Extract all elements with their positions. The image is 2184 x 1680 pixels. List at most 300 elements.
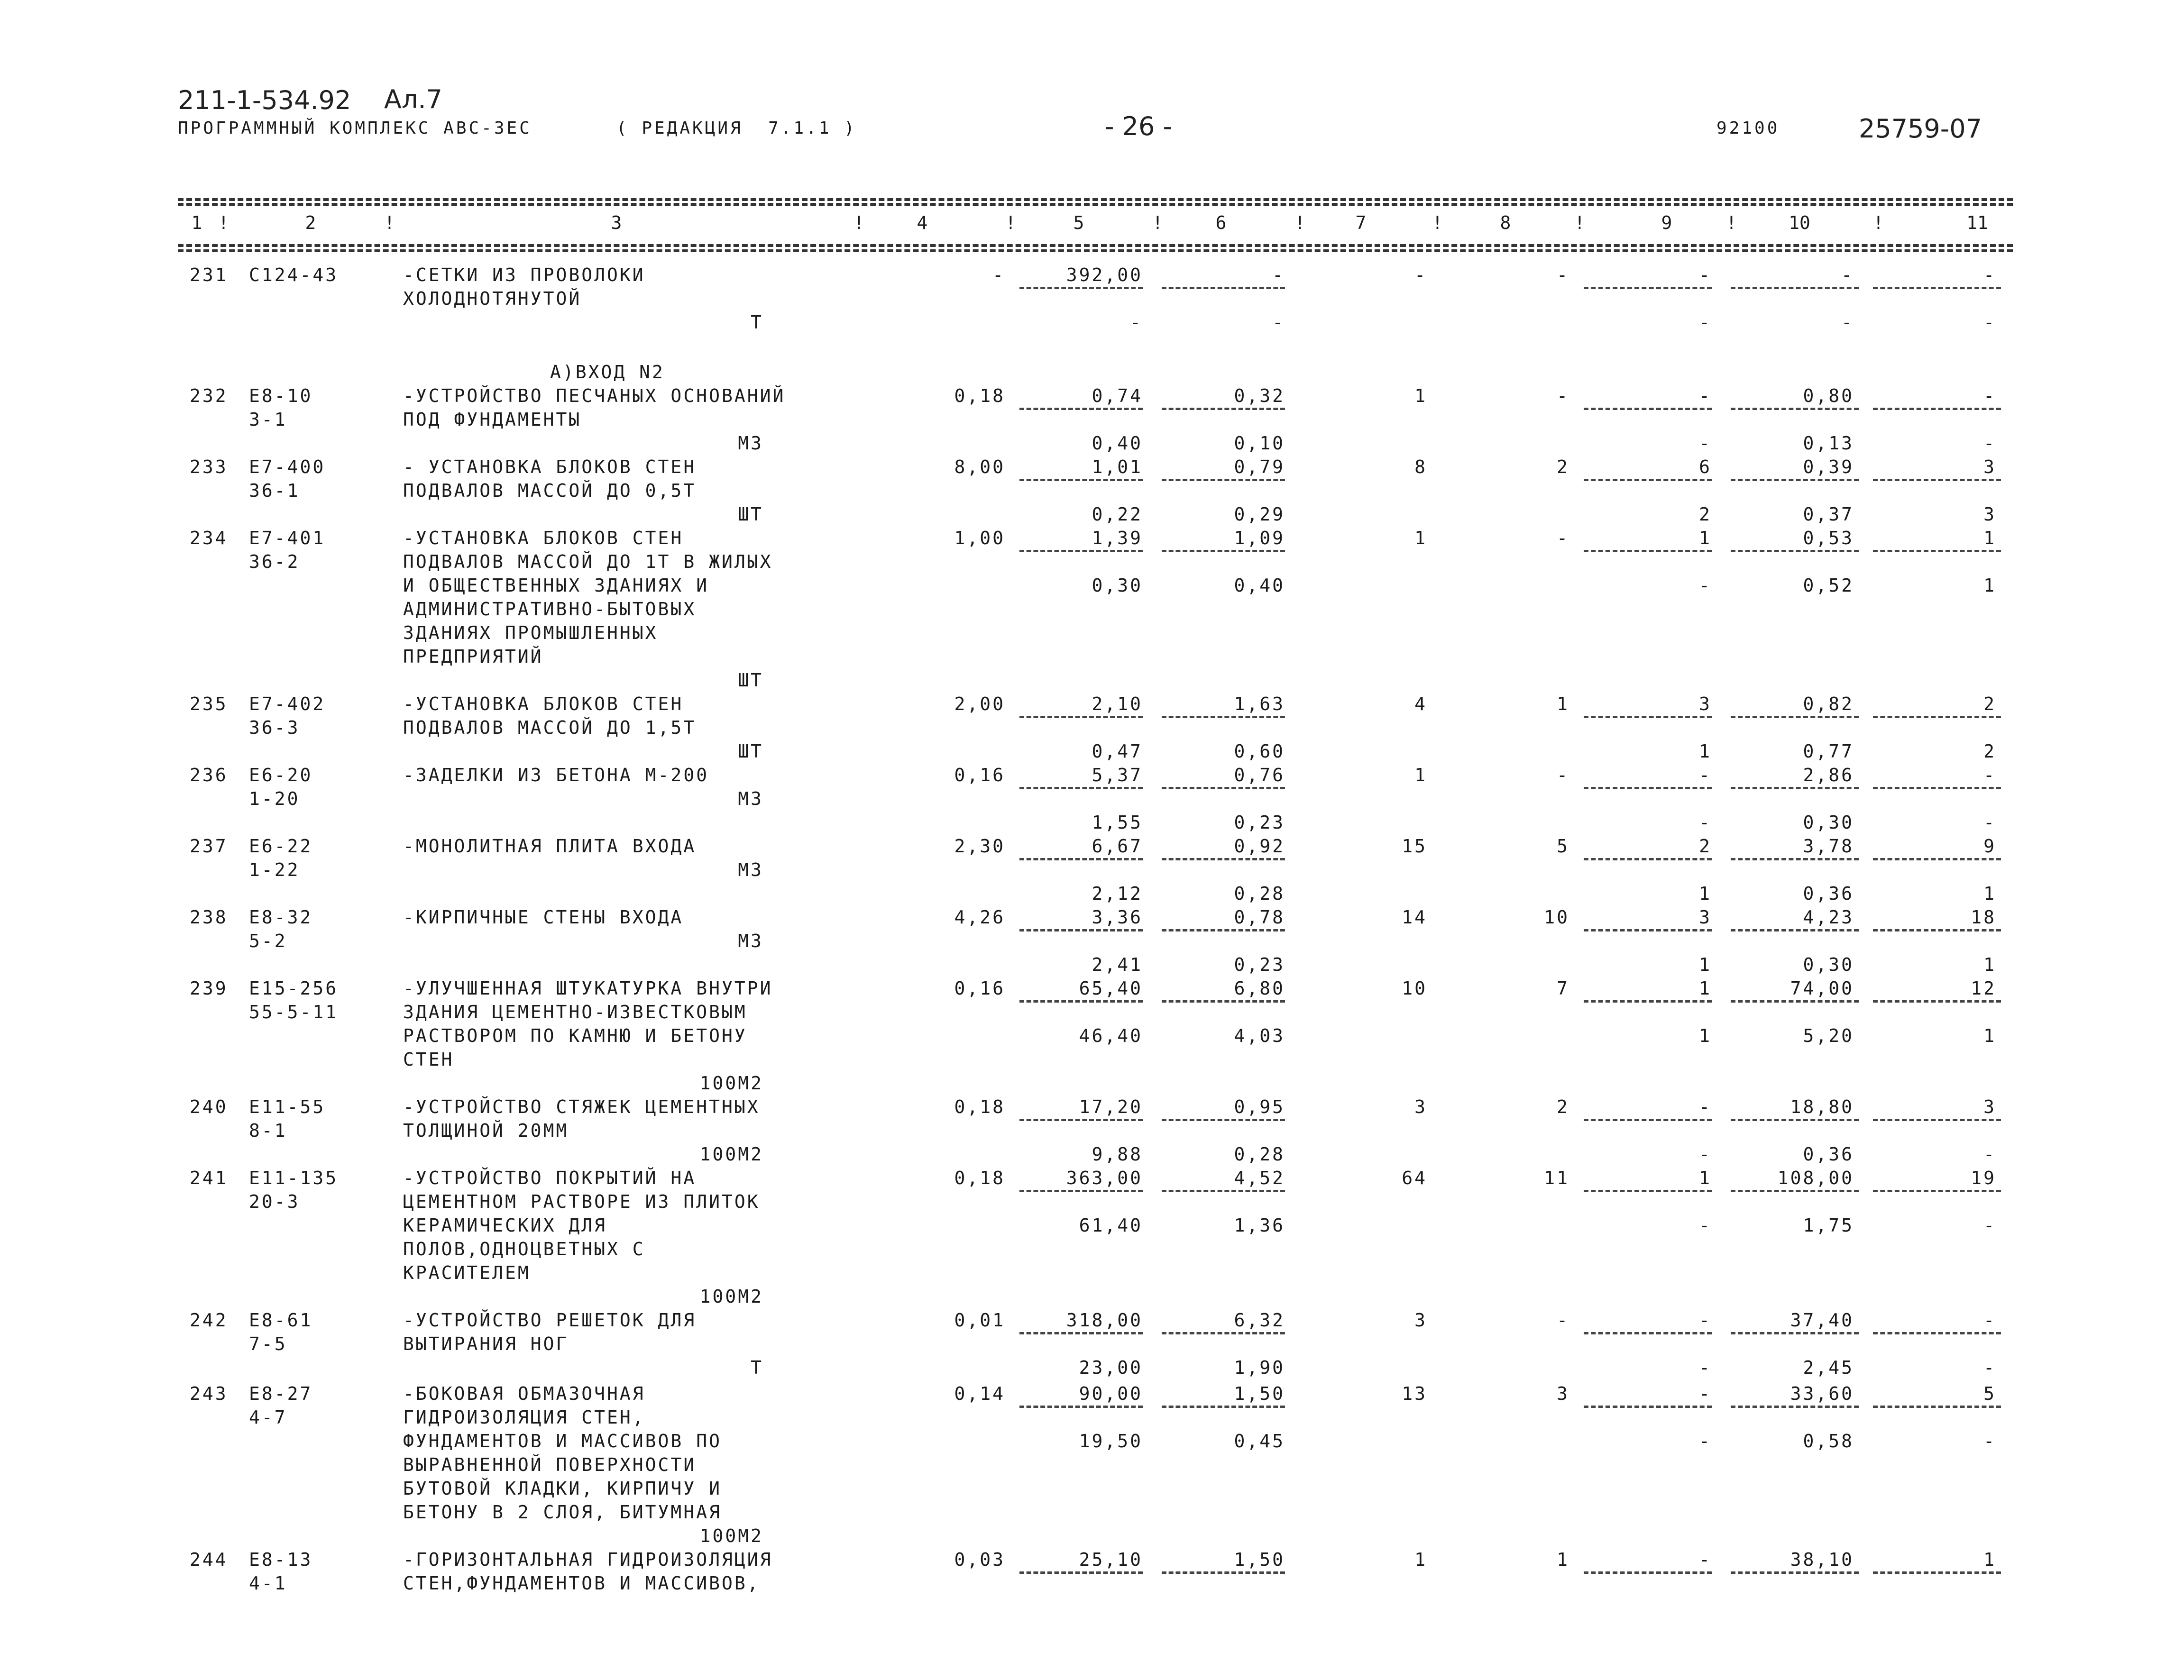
wage-total: 61,40 [1079,1215,1143,1236]
program-title: ПРОГРАММНЫЙ КОМПЛЕКС АВС-3ЕС [178,119,532,138]
subtotal-underline [1873,408,2001,410]
column-header-7: 7 [1355,212,1367,233]
value-col9-second: 2 [1699,504,1712,525]
value-col8: 11 [1544,1168,1569,1188]
work-description: БУТОВОЙ КЛАДКИ, КИРПИЧУ И [403,1478,722,1499]
subtotal-underline [1019,929,1143,931]
subtotal-underline [1584,1571,1712,1574]
wage-total: 0,22 [1092,504,1143,525]
doc-code: 211-1-534.92 [178,85,351,115]
subtotal-underline [1731,787,1859,789]
price-code: Е7-401 [249,528,326,548]
value-col11-second: 1 [1983,883,1996,904]
work-description: -СЕТКИ ИЗ ПРОВОЛОКИ [403,265,645,285]
row-number: 238 [190,907,228,928]
cost-total: 65,40 [1079,978,1143,999]
cost-total: 25,10 [1079,1549,1143,1570]
value-col9: - [1699,1310,1712,1331]
subtotal-underline [1584,550,1712,552]
wage-machines: 0,10 [1234,433,1285,454]
value-col9-second: - [1699,575,1712,596]
wage-machines: 0,45 [1234,1431,1285,1452]
wage-total: 9,88 [1092,1144,1143,1165]
work-description: ГИДРОИЗОЛЯЦИЯ СТЕН, [403,1407,645,1428]
wage-total: 1,55 [1092,812,1143,833]
subtotal-underline [1584,1406,1712,1408]
unit-of-measure: ШТ [738,670,763,691]
subtotal-underline [1162,787,1285,789]
price-code: Е11-135 [249,1168,339,1188]
value-col10-second: 0,13 [1803,433,1854,454]
value-col11-second: 1 [1983,575,1996,596]
value-col9: 1 [1699,978,1712,999]
subtotal-underline [1873,1571,2001,1574]
value-col9: 6 [1699,457,1712,477]
subtotal-underline [1731,858,1859,860]
work-description: ВЫРАВНЕННОЙ ПОВЕРХНОСТИ [403,1454,697,1475]
row-number: 236 [190,765,228,785]
value-col9-second: - [1699,812,1712,833]
work-description: СТЕН,ФУНДАМЕНТОВ И МАССИВОВ, [403,1573,760,1594]
price-code: Е11-55 [249,1096,326,1117]
subtotal-underline [1873,550,2001,552]
unit-of-measure: ШТ [738,741,763,762]
value-col7: 13 [1402,1383,1427,1404]
unit-of-measure: 100М2 [699,1286,763,1307]
top-rule-2 [178,203,2013,206]
cost-machines: 1,50 [1234,1549,1285,1570]
subtotal-underline [1584,929,1712,931]
row-number: 242 [190,1310,228,1331]
cost-machines: 0,79 [1234,457,1285,477]
value-col7: 4 [1414,694,1427,714]
work-description: СТЕН [403,1049,454,1070]
price-code: 5-2 [249,931,287,951]
subtotal-underline [1873,858,2001,860]
subtotal-underline [1873,1119,2001,1121]
value-col11-second: 3 [1983,504,1996,525]
top-rule [178,198,2013,201]
price-code: 36-3 [249,717,300,738]
column-header-4: 4 [917,212,928,233]
column-separator: ! [1726,212,1737,233]
column-separator: ! [218,212,229,233]
work-description: ФУНДАМЕНТОВ И МАССИВОВ ПО [403,1431,722,1452]
subtotal-underline [1584,287,1712,289]
subtotal-underline [1731,1332,1859,1334]
value-col10: - [1841,265,1854,285]
work-description: -УСТРОЙСТВО РЕШЕТОК ДЛЯ [403,1310,697,1331]
unit-of-measure: М3 [738,859,763,880]
column-separator: ! [1294,212,1305,233]
edition-label: ( РЕДАКЦИЯ 7.1.1 ) [616,119,857,138]
value-col11-second: 2 [1983,741,1996,762]
cost-total: 1,39 [1092,528,1143,548]
subtotal-underline [1019,1332,1143,1334]
subtotal-underline [1584,787,1712,789]
subtotal-underline [1731,1000,1859,1003]
value-col11: 18 [1971,907,1996,928]
price-code: Е8-13 [249,1549,313,1570]
unit-of-measure: ШТ [738,504,763,525]
value-col8: 10 [1544,907,1569,928]
subtotal-underline [1162,716,1285,718]
wage-machines: 1,36 [1234,1215,1285,1236]
subtotal-underline [1731,287,1859,289]
value-col9: - [1699,1549,1712,1570]
wage-total: 2,41 [1092,954,1143,975]
wage-machines: 0,28 [1234,883,1285,904]
price-code: 36-1 [249,480,300,501]
row-number: 241 [190,1168,228,1188]
work-description: - УСТАНОВКА БЛОКОВ СТЕН [403,457,697,477]
value-col11: 5 [1983,1383,1996,1404]
price-code: 1-22 [249,859,300,880]
cost-machines: 0,76 [1234,765,1285,785]
value-col11-second: - [1983,1144,1996,1165]
unit-of-measure: 100М2 [699,1144,763,1165]
price-code: Е6-20 [249,765,313,785]
quantity: 0,03 [954,1549,1005,1570]
price-code: 3-1 [249,409,287,430]
value-col7: 14 [1402,907,1427,928]
value-col8: - [1557,385,1569,406]
subtotal-underline [1873,716,2001,718]
value-col10: 18,80 [1790,1096,1854,1117]
subtotal-underline [1162,287,1285,289]
value-col7: 1 [1414,528,1427,548]
cost-machines: 0,95 [1234,1096,1285,1117]
row-number: 244 [190,1549,228,1570]
subtotal-underline [1162,479,1285,481]
subtotal-underline [1162,1406,1285,1408]
value-col8: - [1557,265,1569,285]
value-col11: - [1983,385,1996,406]
work-description: ХОЛОДНОТЯНУТОЙ [403,288,582,309]
value-col10: 0,53 [1803,528,1854,548]
value-col10: 108,00 [1777,1168,1854,1188]
value-col7: - [1414,265,1427,285]
cost-total: 3,36 [1092,907,1143,928]
price-code: Е7-402 [249,694,326,714]
value-col8: - [1557,1310,1569,1331]
column-header-10: 10 [1789,212,1810,233]
cost-total: 5,37 [1092,765,1143,785]
price-code: 7-5 [249,1333,287,1354]
unit-of-measure: Т [751,312,763,333]
value-col9-second: - [1699,1144,1712,1165]
price-code: С124-43 [249,265,339,285]
price-code: 8-1 [249,1120,287,1141]
work-description: -УСТРОЙСТВО СТЯЖЕК ЦЕМЕНТНЫХ [403,1096,760,1117]
subtotal-underline [1019,479,1143,481]
quantity: 1,00 [954,528,1005,548]
value-col9-second: - [1699,1431,1712,1452]
wage-total: 2,12 [1092,883,1143,904]
subtotal-underline [1019,858,1143,860]
section-title: А)ВХОД N2 [550,362,665,383]
row-number: 243 [190,1383,228,1404]
value-col7: 1 [1414,1549,1427,1570]
work-description: -ГОРИЗОНТАЛЬНАЯ ГИДРОИЗОЛЯЦИЯ [403,1549,773,1570]
cost-machines: 6,32 [1234,1310,1285,1331]
quantity: 2,30 [954,836,1005,857]
cost-total: 363,00 [1066,1168,1143,1188]
value-col10-second: - [1841,312,1854,333]
value-col10: 4,23 [1803,907,1854,928]
cost-machines: 6,80 [1234,978,1285,999]
column-header-1: 1 [191,212,202,233]
subtotal-underline [1584,1190,1712,1192]
wage-total: 23,00 [1079,1357,1143,1378]
value-col11: 3 [1983,457,1996,477]
value-col11-second: - [1983,812,1996,833]
wage-machines: 0,29 [1234,504,1285,525]
value-col7: 15 [1402,836,1427,857]
work-description: -УЛУЧШЕННАЯ ШТУКАТУРКА ВНУТРИ [403,978,773,999]
work-description: КЕРАМИЧЕСКИХ ДЛЯ [403,1215,607,1236]
subtotal-underline [1731,1190,1859,1192]
cost-total: 1,01 [1092,457,1143,477]
value-col7: 64 [1402,1168,1427,1188]
value-col8: - [1557,765,1569,785]
value-col8: 2 [1557,1096,1569,1117]
value-col10: 3,78 [1803,836,1854,857]
value-col9: 2 [1699,836,1712,857]
page-number: - 26 - [1105,111,1173,141]
subtotal-underline [1731,716,1859,718]
value-col10-second: 0,36 [1803,1144,1854,1165]
cost-machines: - [1272,265,1285,285]
value-col10-second: 0,58 [1803,1431,1854,1452]
subtotal-underline [1162,1571,1285,1574]
value-col11-second: - [1983,1215,1996,1236]
wage-machines: 0,23 [1234,812,1285,833]
quantity: - [992,265,1005,285]
subtotal-underline [1873,287,2001,289]
subtotal-underline [1584,479,1712,481]
work-description: -БОКОВАЯ ОБМАЗОЧНАЯ [403,1383,645,1404]
work-description: КРАСИТЕЛЕМ [403,1262,531,1283]
work-description: ПОДВАЛОВ МАССОЙ ДО 1,5Т [403,717,697,738]
value-col10: 33,60 [1790,1383,1854,1404]
value-col8: 3 [1557,1383,1569,1404]
quantity: 0,18 [954,385,1005,406]
subtotal-underline [1584,1332,1712,1334]
value-col10-second: 0,30 [1803,812,1854,833]
column-separator: ! [853,212,864,233]
subtotal-underline [1162,1000,1285,1003]
subtotal-underline [1584,408,1712,410]
value-col10: 0,39 [1803,457,1854,477]
subtotal-underline [1873,1332,2001,1334]
column-header-2: 2 [305,212,316,233]
price-code: Е15-256 [249,978,339,999]
value-col7: 10 [1402,978,1427,999]
value-col10-second: 0,37 [1803,504,1854,525]
value-col11: - [1983,1310,1996,1331]
value-col10-second: 0,77 [1803,741,1854,762]
cost-machines: 1,63 [1234,694,1285,714]
wage-total: 46,40 [1079,1025,1143,1046]
value-col9: 1 [1699,1168,1712,1188]
subtotal-underline [1019,287,1143,289]
value-col10: 2,86 [1803,765,1854,785]
value-col8: 1 [1557,694,1569,714]
album-label: Ал.7 [384,84,442,114]
value-col10: 0,82 [1803,694,1854,714]
value-col10-second: 2,45 [1803,1357,1854,1378]
value-col9: 3 [1699,907,1712,928]
work-description: -УСТАНОВКА БЛОКОВ СТЕН [403,528,684,548]
unit-of-measure: 100М2 [699,1073,763,1094]
work-description: БЕТОНУ В 2 СЛОЯ, БИТУМНАЯ [403,1502,722,1523]
quantity: 4,26 [954,907,1005,928]
subtotal-underline [1162,1332,1285,1334]
cost-total: 17,20 [1079,1096,1143,1117]
subtotal-underline [1731,408,1859,410]
subtotal-underline [1873,1000,2001,1003]
column-header-9: 9 [1661,212,1672,233]
value-col8: 2 [1557,457,1569,477]
price-code: 55-5-11 [249,1002,339,1023]
subtotal-underline [1731,550,1859,552]
wage-machines: 0,23 [1234,954,1285,975]
subtotal-underline [1162,1119,1285,1121]
work-description: -УСТРОЙСТВО ПОКРЫТИЙ НА [403,1168,697,1188]
value-col9-second: - [1699,1357,1712,1378]
cost-machines: 0,92 [1234,836,1285,857]
value-col10-second: 1,75 [1803,1215,1854,1236]
subtotal-underline [1584,858,1712,860]
value-col10-second: 0,52 [1803,575,1854,596]
value-col11: 3 [1983,1096,1996,1117]
column-header-11: 11 [1966,212,1988,233]
subtotal-underline [1731,479,1859,481]
subtotal-underline [1162,408,1285,410]
value-col10: 38,10 [1790,1549,1854,1570]
header-code-2: 25759-07 [1859,114,1982,144]
value-col9: - [1699,265,1712,285]
quantity: 0,14 [954,1383,1005,1404]
value-col10-second: 5,20 [1803,1025,1854,1046]
value-col9-second: 1 [1699,741,1712,762]
wage-machines: 0,60 [1234,741,1285,762]
value-col10-second: 0,30 [1803,954,1854,975]
work-description: РАСТВОРОМ ПО КАМНЮ И БЕТОНУ [403,1025,747,1046]
subtotal-underline [1019,1000,1143,1003]
row-number: 231 [190,265,228,285]
cost-total: 6,67 [1092,836,1143,857]
quantity: 0,18 [954,1096,1005,1117]
unit-of-measure: М3 [738,788,763,809]
price-code: Е7-400 [249,457,326,477]
quantity: 0,16 [954,978,1005,999]
column-header-6: 6 [1215,212,1227,233]
value-col9-second: - [1699,1215,1712,1236]
column-separator: ! [384,212,395,233]
subtotal-underline [1873,1406,2001,1408]
quantity: 0,18 [954,1168,1005,1188]
value-col11: 12 [1971,978,1996,999]
value-col9: - [1699,1096,1712,1117]
wage-machines: 0,28 [1234,1144,1285,1165]
column-separator: ! [1152,212,1163,233]
work-description: -КИРПИЧНЫЕ СТЕНЫ ВХОДА [403,907,684,928]
value-col11: - [1983,765,1996,785]
value-col9: - [1699,385,1712,406]
header-code-1: 92100 [1716,119,1780,138]
unit-of-measure: М3 [738,931,763,951]
cost-total: 318,00 [1066,1310,1143,1331]
subtotal-underline [1873,1190,2001,1192]
work-description: ТОЛЩИНОЙ 20ММ [403,1120,569,1141]
work-description: АДМИНИСТРАТИВНО-БЫТОВЫХ [403,599,697,620]
work-description: ЦЕМЕНТНОМ РАСТВОРЕ ИЗ ПЛИТОК [403,1191,760,1212]
subtotal-underline [1731,1571,1859,1574]
work-description: ПОЛОВ,ОДНОЦВЕТНЫХ С [403,1239,645,1260]
unit-of-measure: Т [751,1357,763,1378]
price-code: 36-2 [249,551,300,572]
quantity: 0,16 [954,765,1005,785]
row-number: 233 [190,457,228,477]
column-separator: ! [1873,212,1884,233]
subtotal-underline [1584,1000,1712,1003]
value-col9: 3 [1699,694,1712,714]
value-col8: - [1557,528,1569,548]
value-col9-second: 1 [1699,883,1712,904]
value-col11-second: - [1983,1357,1996,1378]
header-rule [178,244,2013,247]
subtotal-underline [1019,1406,1143,1408]
wage-machines: 4,03 [1234,1025,1285,1046]
value-col7: 3 [1414,1096,1427,1117]
header-rule-2 [178,249,2013,252]
work-description: ПОДВАЛОВ МАССОЙ ДО 0,5Т [403,480,697,501]
cost-machines: 0,78 [1234,907,1285,928]
column-header-5: 5 [1073,212,1084,233]
value-col11: 9 [1983,836,1996,857]
column-header-3: 3 [611,212,622,233]
value-col11: 2 [1983,694,1996,714]
column-separator: ! [1574,212,1585,233]
work-description: ПОДВАЛОВ МАССОЙ ДО 1Т В ЖИЛЫХ [403,551,773,572]
value-col11: 19 [1971,1168,1996,1188]
subtotal-underline [1019,1119,1143,1121]
cost-machines: 0,32 [1234,385,1285,406]
subtotal-underline [1584,1119,1712,1121]
row-number: 239 [190,978,228,999]
value-col11-second: - [1983,312,1996,333]
value-col8: 7 [1557,978,1569,999]
quantity: 2,00 [954,694,1005,714]
value-col11-second: 1 [1983,954,1996,975]
work-description: ПРЕДПРИЯТИЙ [403,646,543,667]
subtotal-underline [1019,1571,1143,1574]
value-col10: 74,00 [1790,978,1854,999]
work-description: ВЫТИРАНИЯ НОГ [403,1333,569,1354]
work-description: -УСТРОЙСТВО ПЕСЧАНЫХ ОСНОВАНИЙ [403,385,786,406]
value-col8: 1 [1557,1549,1569,1570]
wage-total: - [1130,312,1143,333]
value-col9-second: 1 [1699,954,1712,975]
wage-total: 0,40 [1092,433,1143,454]
column-separator: ! [1005,212,1016,233]
cost-machines: 4,52 [1234,1168,1285,1188]
wage-machines: 1,90 [1234,1357,1285,1378]
value-col10: 0,80 [1803,385,1854,406]
value-col11: 1 [1983,1549,1996,1570]
